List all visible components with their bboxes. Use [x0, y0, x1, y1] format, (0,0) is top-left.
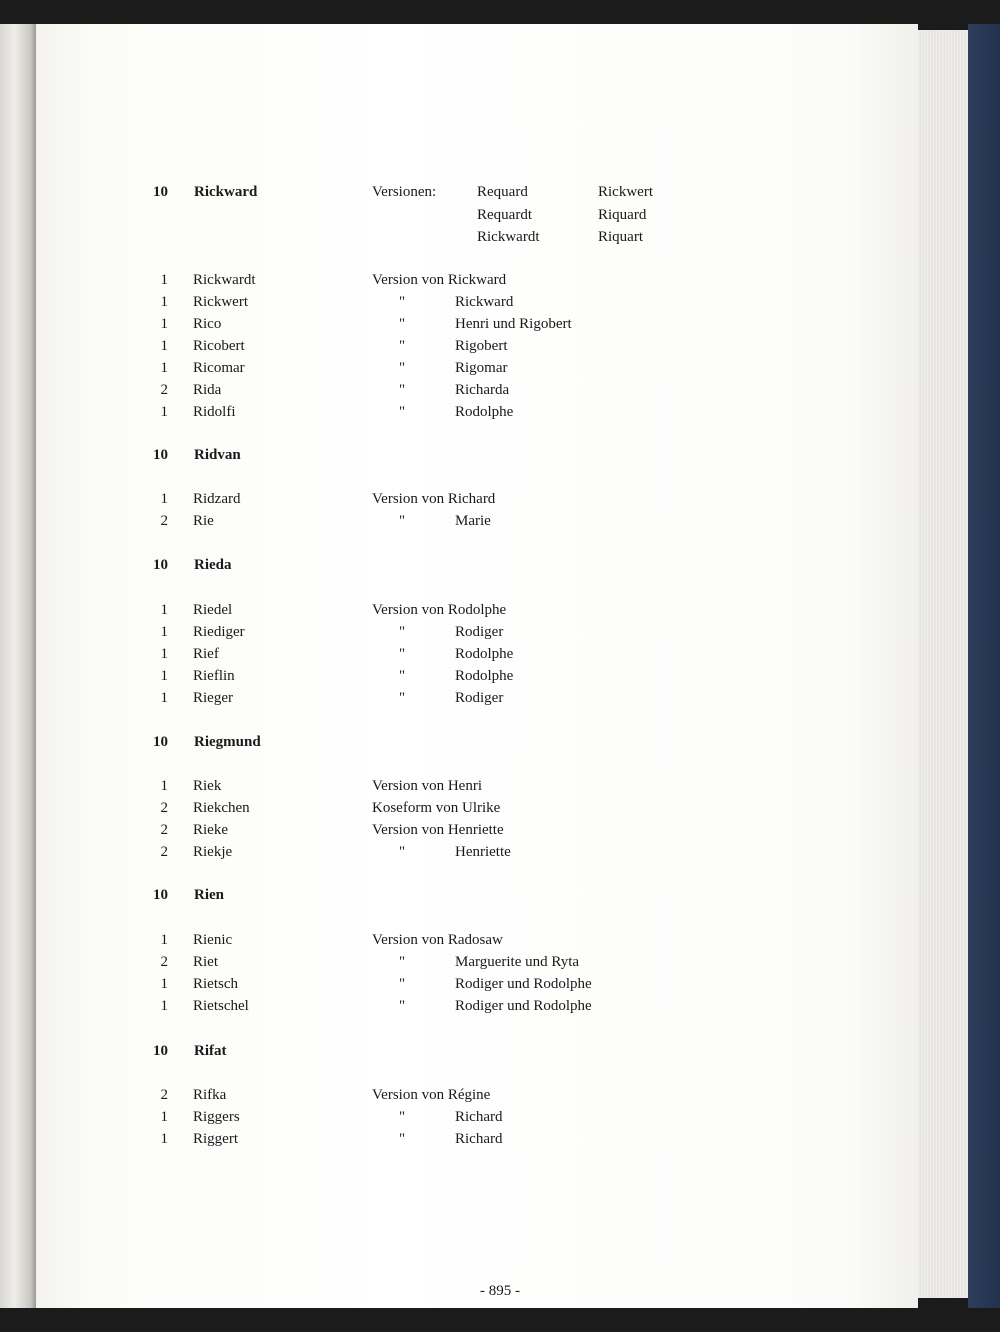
frequency-number: 1: [160, 998, 168, 1014]
frequency-number: 1: [160, 338, 168, 354]
ditto-mark: ": [398, 646, 406, 662]
reference-name: Richarda: [455, 382, 510, 398]
frequency-number: 1: [160, 1131, 168, 1147]
frequency-number: 1: [160, 932, 168, 948]
name-entry-row: [0, 226, 1000, 248]
entry-name: Rickwardt: [193, 272, 256, 288]
name-entry-row: [0, 841, 1000, 863]
reference-name: Richard: [455, 1131, 503, 1147]
entry-name: Riet: [193, 954, 218, 970]
name-entry-row: [0, 401, 1000, 423]
frequency-number: 2: [160, 822, 168, 838]
reference-name: Rodiger: [455, 690, 504, 706]
name-entry-row: [0, 204, 1000, 226]
frequency-number: 1: [160, 491, 168, 507]
ditto-mark: ": [398, 382, 406, 398]
entry-name: Ridzard: [193, 491, 241, 507]
ditto-mark: ": [398, 844, 406, 860]
frequency-number: 2: [160, 1087, 168, 1103]
reference-name: Rodolphe: [455, 668, 514, 684]
reference-name: Richard: [455, 1109, 503, 1125]
frequency-number: 10: [153, 184, 168, 200]
entry-name: Riediger: [193, 624, 245, 640]
ditto-mark: ": [398, 1109, 406, 1125]
ditto-mark: ": [398, 998, 406, 1014]
group-heading-row: [0, 444, 1000, 466]
entry-name: Riek: [193, 778, 222, 794]
ditto-mark: ": [398, 294, 406, 310]
frequency-number: 10: [153, 557, 168, 573]
group-name: Rien: [194, 887, 224, 903]
frequency-number: 10: [153, 447, 168, 463]
frequency-number: 1: [160, 668, 168, 684]
name-entry-row: [0, 665, 1000, 687]
entry-description: Version von Rodolphe: [372, 602, 507, 618]
frequency-number: 1: [160, 294, 168, 310]
name-entry-row: [0, 995, 1000, 1017]
name-entry-row: [0, 643, 1000, 665]
name-entry-row: [0, 687, 1000, 709]
entry-name: Rieke: [193, 822, 228, 838]
entry-name: Ridolfi: [193, 404, 236, 420]
frequency-number: 1: [160, 272, 168, 288]
ditto-mark: ": [398, 976, 406, 992]
entry-name: Rico: [193, 316, 222, 332]
entry-name: Rickwert: [193, 294, 248, 310]
frequency-number: 2: [160, 800, 168, 816]
entry-name: Rifka: [193, 1087, 227, 1103]
name-entry-row: [0, 379, 1000, 401]
name-entry-row: [0, 819, 1000, 841]
reference-name: Henri und Rigobert: [455, 316, 572, 332]
entry-description: Version von Rickward: [372, 272, 507, 288]
entry-description: Version von Régine: [372, 1087, 491, 1103]
variant-name: Requard: [477, 184, 528, 200]
frequency-number: 1: [160, 690, 168, 706]
entry-description: Version von Henri: [372, 778, 482, 794]
ditto-mark: ": [398, 360, 406, 376]
variant-name: Riquard: [598, 207, 647, 223]
frequency-number: 10: [153, 1043, 168, 1059]
name-entry-row: [0, 313, 1000, 335]
frequency-number: 1: [160, 976, 168, 992]
name-entry-row: [0, 621, 1000, 643]
group-name: Rifat: [194, 1043, 227, 1059]
reference-name: Henriette: [455, 844, 511, 860]
frequency-number: 10: [153, 734, 168, 750]
variant-name: Rickwert: [598, 184, 653, 200]
frequency-number: 1: [160, 1109, 168, 1125]
ditto-mark: ": [398, 624, 406, 640]
name-entry-row: [0, 775, 1000, 797]
group-heading-row: [0, 181, 1000, 203]
frequency-number: 2: [160, 844, 168, 860]
variant-name: Rickwardt: [477, 229, 540, 245]
ditto-mark: ": [398, 338, 406, 354]
entry-name: Rietsch: [193, 976, 238, 992]
entry-description: Version von Radosaw: [372, 932, 503, 948]
reference-name: Rodolphe: [455, 404, 514, 420]
name-entry-row: [0, 797, 1000, 819]
entry-name: Riggers: [193, 1109, 240, 1125]
name-entry-row: [0, 973, 1000, 995]
name-entry-row: [0, 1084, 1000, 1106]
entry-name: Ricobert: [193, 338, 245, 354]
ditto-mark: ": [398, 954, 406, 970]
frequency-number: 1: [160, 360, 168, 376]
reference-name: Rigomar: [455, 360, 508, 376]
entry-name: Riekchen: [193, 800, 250, 816]
ditto-mark: ": [398, 316, 406, 332]
group-heading-row: [0, 1040, 1000, 1062]
entry-name: Riedel: [193, 602, 233, 618]
entry-name: Rieflin: [193, 668, 235, 684]
name-entry-row: [0, 488, 1000, 510]
entry-description: Koseform von Ulrike: [372, 800, 501, 816]
frequency-number: 1: [160, 404, 168, 420]
entry-description: Version von Henriette: [372, 822, 504, 838]
entry-name: Rienic: [193, 932, 233, 948]
reference-name: Rodiger und Rodolphe: [455, 998, 592, 1014]
name-entry-row: [0, 510, 1000, 532]
ditto-mark: ": [398, 1131, 406, 1147]
variant-name: Requardt: [477, 207, 532, 223]
ditto-mark: ": [398, 668, 406, 684]
name-entry-row: [0, 291, 1000, 313]
group-name: Rickward: [194, 184, 258, 200]
entry-name: Rief: [193, 646, 219, 662]
entry-name: Rietschel: [193, 998, 249, 1014]
page-number: - 895 -: [480, 1283, 520, 1299]
reference-name: Rickward: [455, 294, 514, 310]
name-entry-row: [0, 929, 1000, 951]
entry-description: Versionen:: [372, 184, 437, 200]
frequency-number: 2: [160, 954, 168, 970]
frequency-number: 10: [153, 887, 168, 903]
name-entry-row: [0, 951, 1000, 973]
frequency-number: 1: [160, 646, 168, 662]
group-name: Riegmund: [194, 734, 261, 750]
entry-name: Riggert: [193, 1131, 238, 1147]
name-entry-row: [0, 335, 1000, 357]
frequency-number: 1: [160, 624, 168, 640]
entry-description: Version von Richard: [372, 491, 496, 507]
entry-name: Rieger: [193, 690, 233, 706]
name-entry-row: [0, 357, 1000, 379]
entry-name: Rie: [193, 513, 214, 529]
frequency-number: 1: [160, 778, 168, 794]
reference-name: Rigobert: [455, 338, 508, 354]
frequency-number: 2: [160, 513, 168, 529]
frequency-number: 1: [160, 316, 168, 332]
ditto-mark: ": [398, 513, 406, 529]
group-heading-row: [0, 731, 1000, 753]
group-heading-row: [0, 554, 1000, 576]
name-entry-row: [0, 1128, 1000, 1150]
frequency-number: 2: [160, 382, 168, 398]
reference-name: Marguerite und Ryta: [455, 954, 580, 970]
name-entry-row: [0, 1106, 1000, 1128]
reference-name: Rodiger: [455, 624, 504, 640]
group-heading-row: [0, 884, 1000, 906]
name-entry-row: [0, 269, 1000, 291]
reference-name: Rodolphe: [455, 646, 514, 662]
ditto-mark: ": [398, 404, 406, 420]
ditto-mark: ": [398, 690, 406, 706]
group-name: Rieda: [194, 557, 232, 573]
variant-name: Riquart: [598, 229, 643, 245]
reference-name: Marie: [455, 513, 491, 529]
frequency-number: 1: [160, 602, 168, 618]
entry-name: Riekje: [193, 844, 233, 860]
entry-name: Ricomar: [193, 360, 245, 376]
reference-name: Rodiger und Rodolphe: [455, 976, 592, 992]
entry-name: Rida: [193, 382, 222, 398]
name-entry-row: [0, 599, 1000, 621]
group-name: Ridvan: [194, 447, 241, 463]
